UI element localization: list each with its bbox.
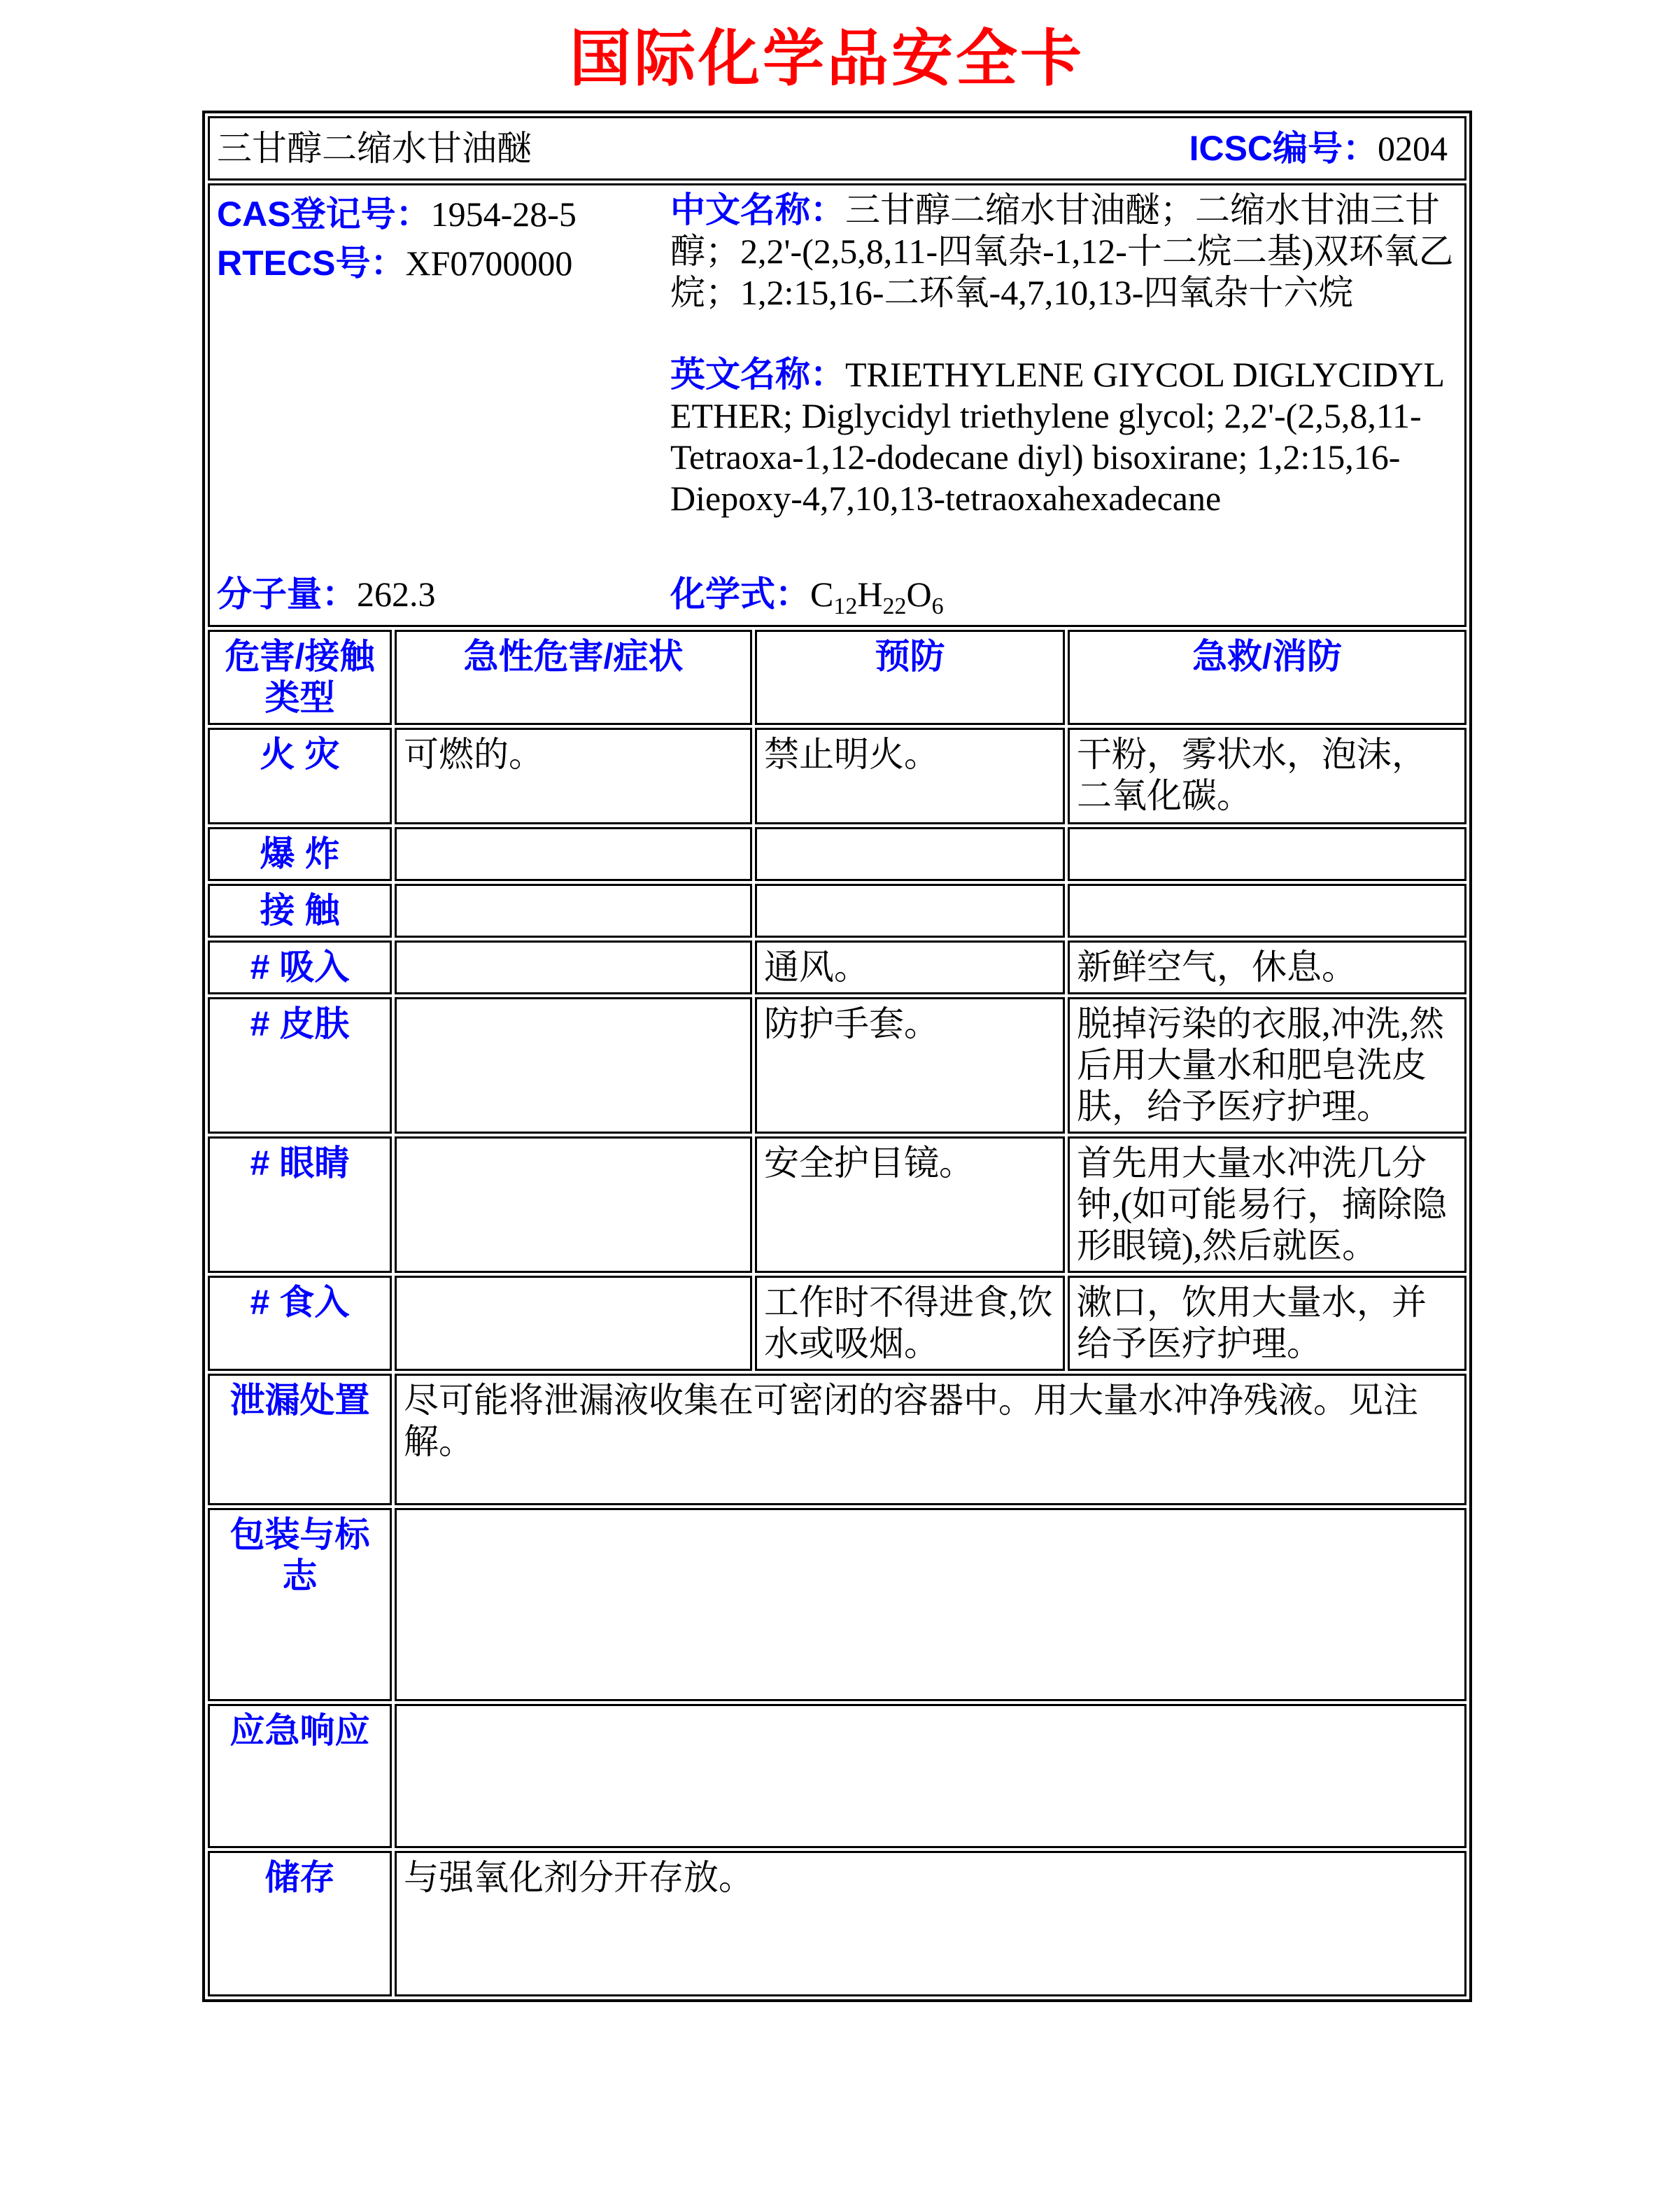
chinese-name-paragraph bbox=[670, 190, 1457, 314]
ingestion-symptoms-cell bbox=[395, 1276, 752, 1371]
skin-row bbox=[208, 997, 1466, 1134]
eyes-type-label: # 眼睛 bbox=[208, 1136, 392, 1273]
icsc-card-table bbox=[202, 111, 1472, 2002]
name-cell bbox=[208, 116, 1466, 181]
inhalation-row bbox=[208, 941, 1466, 994]
chemical-name: 三甘醇二缩水甘油醚 bbox=[217, 128, 532, 168]
chinese-name-label: 中文名称： bbox=[670, 190, 845, 230]
rtecs-value: XF0700000 bbox=[405, 244, 573, 283]
eyes-symptoms-cell bbox=[395, 1136, 752, 1273]
english-name-value: TRIETHYLENE GIYCOL DIGLYCIDYL ETHER; Diglycidyl triethylene glycol; 2,2'-(2,5,8,11-Tetraoxa-1,12-dodecane diyl) bisoxirane; 1,2:15,16-Diepoxy-4,7,10,13-tetraoxahexadecane bbox=[670, 355, 1444, 518]
inhalation-type-label: # 吸入 bbox=[208, 941, 392, 994]
chemical-names bbox=[670, 190, 1457, 519]
packaging-labelling-label: 包装与标志 bbox=[208, 1508, 392, 1701]
icsc-label: ICSC编号： bbox=[1189, 128, 1378, 168]
icsc-number-group bbox=[1189, 128, 1457, 169]
spill-disposal-label: 泄漏处置 bbox=[208, 1374, 392, 1505]
skin-type-label: # 皮肤 bbox=[208, 997, 392, 1134]
spill-disposal-content: 尽可能将泄漏液收集在可密闭的容器中。用大量水冲净残液。见注解。 bbox=[395, 1374, 1466, 1505]
chemical-formula-line bbox=[670, 574, 944, 621]
chemical-formula-label: 化学式： bbox=[670, 575, 810, 614]
explosion-firstaid-cell bbox=[1068, 827, 1466, 881]
icsc-number: 0204 bbox=[1378, 128, 1448, 168]
cas-label: CAS登记号： bbox=[217, 195, 431, 234]
emergency-response-row bbox=[208, 1704, 1466, 1848]
fire-prevention-cell: 禁止明火。 bbox=[755, 728, 1065, 824]
molecular-weight-value: 262.3 bbox=[357, 575, 436, 614]
inhalation-firstaid-cell: 新鲜空气，休息。 bbox=[1068, 941, 1466, 994]
emergency-response-label: 应急响应 bbox=[208, 1704, 392, 1848]
skin-symptoms-cell bbox=[395, 997, 752, 1134]
cas-number-line bbox=[217, 190, 670, 239]
header-firstaid-firefighting: 急救/消防 bbox=[1068, 630, 1466, 725]
contact-row bbox=[208, 884, 1466, 938]
eyes-firstaid-cell: 首先用大量水冲洗几分钟,(如可能易行，摘除隐形眼镜),然后就医。 bbox=[1068, 1136, 1466, 1273]
storage-label: 储存 bbox=[208, 1851, 392, 1996]
fire-type-label: 火 灾 bbox=[208, 728, 392, 824]
contact-type-label: 接 触 bbox=[208, 884, 392, 938]
molecular-weight-label: 分子量： bbox=[217, 575, 357, 614]
packaging-labelling-row bbox=[208, 1508, 1466, 1701]
rtecs-number-line bbox=[217, 239, 670, 288]
chinese-name-value: 三甘醇二缩水甘油醚；二缩水甘油三甘醇；2,2'-(2,5,8,11-四氧杂-1,12-十二烷二基)双环氧乙烷；1,2:15,16-二环氧-4,7,10,13-四氧杂十六烷 bbox=[670, 190, 1454, 312]
fire-row bbox=[208, 728, 1466, 824]
emergency-response-content bbox=[395, 1704, 1466, 1848]
ingestion-firstaid-cell: 漱口，饮用大量水，并给予医疗护理。 bbox=[1068, 1276, 1466, 1371]
fire-firstaid-cell: 干粉，雾状水，泡沫，二氧化碳。 bbox=[1068, 728, 1466, 824]
rtecs-label: RTECS号： bbox=[217, 244, 406, 283]
inhalation-symptoms-cell bbox=[395, 941, 752, 994]
page-title: 国际化学品安全卡 bbox=[569, 24, 1084, 93]
explosion-type-label: 爆 炸 bbox=[208, 827, 392, 881]
english-name-label: 英文名称： bbox=[670, 355, 845, 394]
ingestion-row bbox=[208, 1276, 1466, 1371]
registry-numbers bbox=[217, 190, 670, 288]
molecular-weight-line bbox=[217, 574, 670, 615]
skin-prevention-cell: 防护手套。 bbox=[755, 997, 1065, 1134]
contact-firstaid-cell bbox=[1068, 884, 1466, 938]
eyes-prevention-cell: 安全护目镜。 bbox=[755, 1136, 1065, 1273]
hazard-header-row bbox=[208, 630, 1466, 725]
explosion-row bbox=[208, 827, 1466, 881]
spill-disposal-row bbox=[208, 1374, 1466, 1505]
identifiers-row bbox=[208, 183, 1466, 627]
identifiers-cell bbox=[208, 183, 1466, 627]
explosion-symptoms-cell bbox=[395, 827, 752, 881]
skin-firstaid-cell: 脱掉污染的衣服,冲洗,然后用大量水和肥皂洗皮肤，给予医疗护理。 bbox=[1068, 997, 1466, 1134]
ingestion-prevention-cell: 工作时不得进食,饮水或吸烟。 bbox=[755, 1276, 1065, 1371]
english-name-paragraph bbox=[670, 354, 1457, 519]
inhalation-prevention-cell: 通风。 bbox=[755, 941, 1065, 994]
header-hazard-type: 危害/接触类型 bbox=[208, 630, 392, 725]
contact-symptoms-cell bbox=[395, 884, 752, 938]
packaging-labelling-content bbox=[395, 1508, 1466, 1701]
name-row bbox=[208, 116, 1466, 181]
ingestion-type-label: # 食入 bbox=[208, 1276, 392, 1371]
eyes-row bbox=[208, 1136, 1466, 1273]
header-acute-symptoms: 急性危害/症状 bbox=[395, 630, 752, 725]
cas-value: 1954-28-5 bbox=[430, 195, 577, 234]
header-prevention: 预防 bbox=[755, 630, 1065, 725]
explosion-prevention-cell bbox=[755, 827, 1065, 881]
chemical-formula-value: $C_{12}H_{22}O_6$ bbox=[810, 575, 944, 619]
storage-content: 与强氧化剂分开存放。 bbox=[395, 1851, 1466, 1996]
fire-symptoms-cell: 可燃的。 bbox=[395, 728, 752, 824]
storage-row bbox=[208, 1851, 1466, 1996]
contact-prevention-cell bbox=[755, 884, 1065, 938]
